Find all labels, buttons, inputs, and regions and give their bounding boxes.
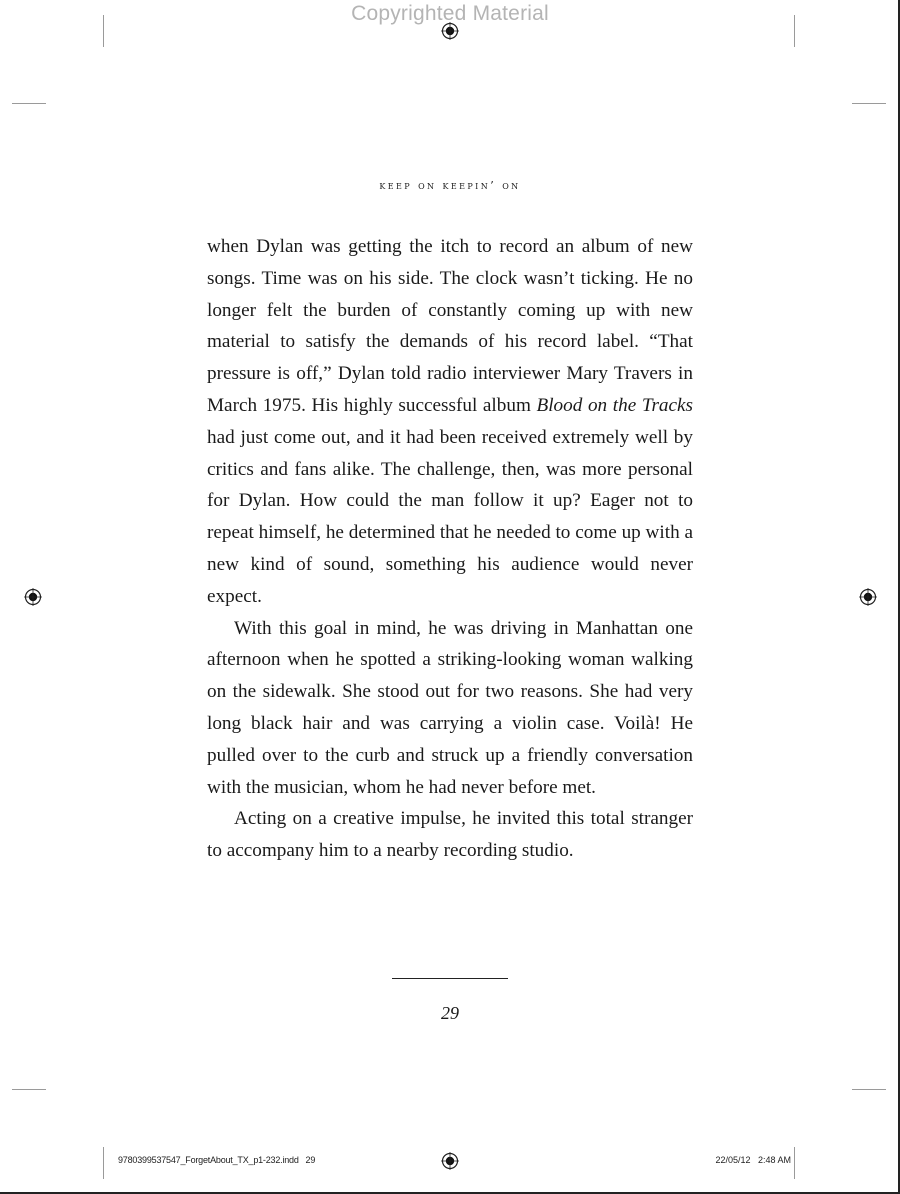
crop-mark-bottom-right: [794, 1147, 795, 1179]
crop-mark-lower-left: [12, 1089, 46, 1090]
crop-mark-bottom-left: [103, 1147, 104, 1179]
paragraph-1-text-after: had just come out, and it had been received extremely well by critics and fans alike. The challenge, then, was more personal for Dylan. How could the man follow it up? Eager not to repeat himself, he determined that he needed to come up with a new kind of sound, something his audience would never expect.: [207, 426, 693, 607]
registration-mark-top-icon: [441, 22, 459, 40]
crop-mark-top-left: [103, 15, 104, 47]
album-title: Blood on the Tracks: [536, 394, 693, 416]
slug-timestamp: 22/05/12 2:48 AM: [715, 1155, 791, 1165]
footer-rule: [392, 978, 508, 979]
registration-mark-bottom-icon: [441, 1152, 459, 1170]
crop-mark-upper-left: [12, 103, 46, 104]
paragraph-3: Acting on a creative impulse, he invited this total stranger to accompany him to a nearby recording studio.: [207, 808, 693, 862]
crop-mark-upper-right: [852, 103, 886, 104]
paragraph-1: [207, 231, 693, 613]
slug-file-info: 9780399537547_ForgetAbout_TX_p1-232.indd 29: [118, 1155, 316, 1165]
page-number: 29: [441, 1003, 459, 1023]
paragraph-2: With this goal in mind, he was driving in Manhattan one afternoon when he spotted a striking-looking woman walking on the sidewalk. She stood out for two reasons. She had very long black hair and was carrying a violin case. Voilà! He pulled over to the curb and struck up a friendly conversation with the musician, whom he had never before met.: [207, 617, 693, 798]
crop-mark-top-right: [794, 15, 795, 47]
body-text: [207, 231, 693, 867]
registration-mark-left-icon: [24, 588, 42, 606]
registration-mark-right-icon: [859, 588, 877, 606]
crop-mark-lower-right: [852, 1089, 886, 1090]
copyright-watermark: Copyrighted Material: [351, 2, 549, 25]
running-head: keep on keepin’ on: [379, 178, 521, 192]
paragraph-1-text: when Dylan was getting the itch to record an album of new songs. Time was on his side. The clock wasn’t ticking. He no longer felt the burden of constantly coming up with new material to satisfy the demands of his record label. “That pressure is off,” Dylan told radio interviewer Mary Travers in March 1975. His highly successful album: [207, 236, 693, 416]
